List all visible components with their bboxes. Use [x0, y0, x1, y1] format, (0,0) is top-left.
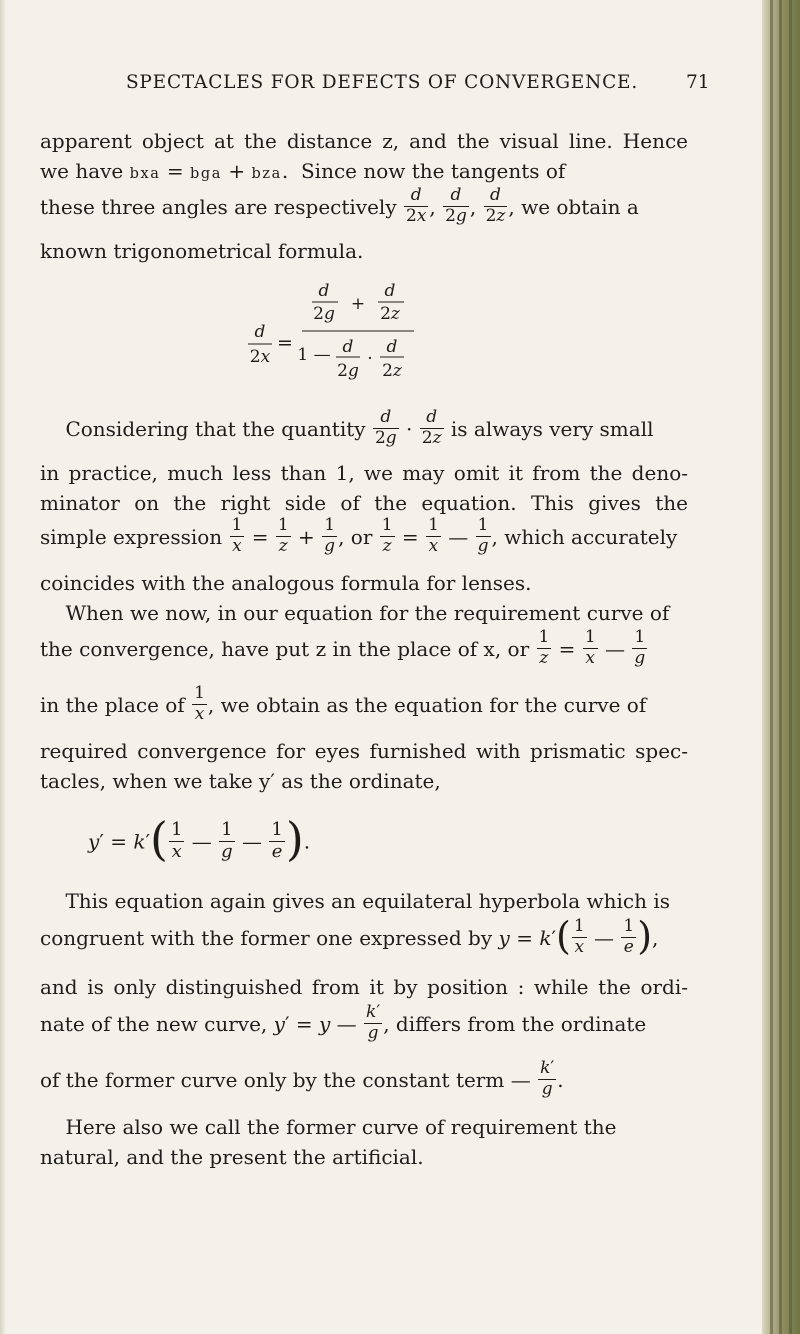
- page-left-edge: [0, 0, 6, 1334]
- page-number: 71: [686, 72, 710, 93]
- text-line: and is only distinguished from it by position : while the ordi-: [40, 975, 688, 999]
- angle-bga: bga: [190, 166, 223, 182]
- text-line: of the former curve only by the constant term — $\frac{k'}{g}$ .: [40, 1058, 564, 1099]
- convergence-curve-equation: y′ = k′( $\frac{1}{x}$ — $\frac{1}{g}$ — $\frac{1}{e}$ ).: [88, 812, 311, 866]
- text-line: in practice, much less than 1, we may omit it from the deno-: [40, 461, 688, 485]
- text-line: we have bxa = bga + bza. Since now the tangents of: [40, 159, 566, 183]
- text-line: natural, and the present the artificial.: [40, 1145, 424, 1169]
- book-binding: [762, 0, 800, 1334]
- text-line: these three angles are respectively $\frac{d}{2x}$ , $\frac{d}{2g}$ , $\frac{d}{2z}$ , we obtain a: [40, 185, 639, 226]
- angle-bza: bza: [251, 166, 282, 182]
- svg-text:2x: 2x: [249, 347, 271, 367]
- angle-bxa: bxa: [129, 166, 161, 182]
- text-line: required convergence for eyes furnished with prismatic spec-: [40, 739, 688, 763]
- svg-text:d: d: [254, 322, 266, 342]
- text-line: known trigonometrical formula.: [40, 239, 364, 263]
- text-line: apparent object at the distance z, and the visual line. Hence: [40, 129, 688, 153]
- tangent-addition-formula: [240, 282, 440, 394]
- text-line: tacles, when we take y′ as the ordinate,: [40, 769, 441, 793]
- svg-text:d: d: [318, 282, 330, 301]
- text-line: congruent with the former one expressed by y = k′( $\frac{1}{x}$ — $\frac{1}{e}$ ),: [40, 913, 659, 958]
- svg-text:=: =: [277, 332, 293, 354]
- text-line: Considering that the quantity $\frac{d}{2g}$ · $\frac{d}{2z}$ is always very small: [65, 407, 654, 448]
- text-line: When we now, in our equation for the requirement curve of: [65, 601, 670, 625]
- text-line: the convergence, have put z in the place of x, or $\frac{1}{z}$ = $\frac{1}{x}$ — $\frac{1}{g}$: [40, 627, 646, 668]
- svg-text:d: d: [386, 337, 398, 357]
- svg-text:2g: 2g: [313, 304, 335, 324]
- svg-text:d: d: [342, 337, 354, 357]
- text-line: nate of the new curve, y′ = y — $\frac{k'}{g}$ , differs from the ordinate: [40, 1002, 647, 1043]
- svg-text:2z: 2z: [382, 361, 402, 381]
- svg-text:1 —: 1 —: [297, 345, 331, 365]
- svg-text:+: +: [350, 294, 366, 314]
- text-line: coincides with the analogous formula for lenses.: [40, 571, 532, 595]
- svg-text:2g: 2g: [337, 361, 359, 381]
- text-line: simple expression $\frac{1}{x}$ = $\frac{1}{z}$ + $\frac{1}{g}$ , or $\frac{1}{z}$ = $\frac{1}{x}$ — $\frac{1}{g}$ , which accurately: [40, 515, 678, 556]
- svg-text:2z: 2z: [380, 304, 400, 324]
- svg-text:·: ·: [367, 349, 373, 369]
- svg-text:d: d: [384, 282, 396, 301]
- text-line: This equation again gives an equilateral hyperbola which is: [65, 889, 670, 913]
- text-line: Here also we call the former curve of requirement the: [65, 1115, 617, 1139]
- text-line: minator on the right side of the equation. This gives the: [40, 491, 688, 515]
- text-line: in the place of $\frac{1}{x}$ , we obtain as the equation for the curve of: [40, 683, 647, 724]
- running-title: SPECTACLES FOR DEFECTS OF CONVERGENCE.: [125, 72, 639, 93]
